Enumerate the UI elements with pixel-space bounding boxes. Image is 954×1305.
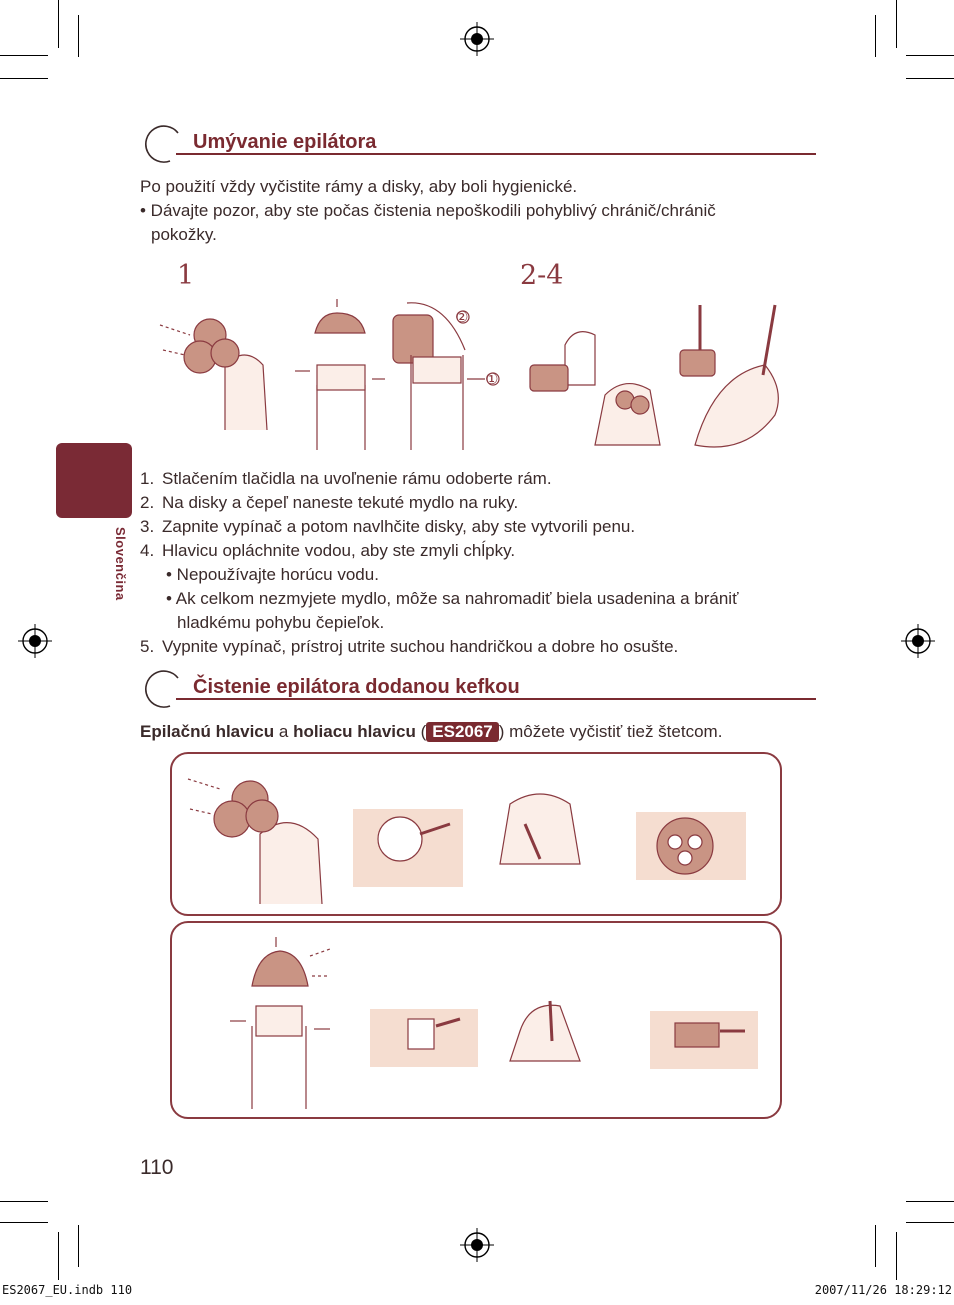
crop-mark — [58, 1232, 59, 1280]
epilator-brush-illustrations — [180, 764, 770, 910]
crop-mark — [906, 1222, 954, 1223]
callout-1: ① — [485, 371, 499, 388]
crop-mark — [58, 0, 59, 48]
step-item: 3. Zapnite vypínač a potom navlhčite disky, aby ste vytvorili penu. — [140, 517, 636, 536]
step-item: 5. Vypnite vypínač, prístroj utrite suchou handričkou a dobre ho osušte. — [140, 637, 679, 656]
step-note-continued: hladkému pohybu čepieľok. — [177, 613, 385, 632]
frame-release-illustration — [295, 299, 385, 450]
registration-mark-icon — [18, 624, 52, 658]
footer-date: 2007/11/26 18:29:12 — [814, 1283, 952, 1297]
crop-mark — [875, 15, 876, 57]
brush-lead-text: Epilačnú hlavicu a holiacu hlavicu ( ES2067 ) môžete vyčistiť tiež štetcom. — [140, 722, 723, 741]
section-rule — [176, 698, 816, 700]
crop-mark — [0, 1201, 48, 1202]
registration-mark-icon — [901, 624, 935, 658]
epilator-head-removed-illustration — [160, 319, 267, 430]
registration-mark-icon — [460, 1228, 494, 1262]
crop-mark — [896, 1232, 897, 1280]
crop-mark — [896, 0, 897, 48]
step-item: 1. Stlačením tlačidla na uvoľnenie rámu odoberte rám. — [140, 469, 552, 488]
step-item: 4. Hlavicu opláchnite vodou, aby ste zmyli chĺpky. — [140, 541, 516, 560]
section-title-text: Čistenie epilátora dodanou kefkou — [193, 676, 520, 698]
crop-mark — [0, 55, 48, 56]
washing-illustrations — [155, 295, 805, 455]
caution-note-continued: pokožky. — [151, 225, 217, 244]
brush-rinse-illustration — [680, 305, 778, 447]
crop-mark — [875, 1225, 876, 1267]
brush-epilator-box — [170, 752, 782, 916]
shaver-head-open-illustration — [393, 303, 499, 450]
crop-mark — [906, 78, 954, 79]
language-tab — [56, 443, 132, 518]
shaver-brush-illustrations — [180, 931, 770, 1111]
section-title-washing — [140, 125, 816, 165]
crop-mark — [906, 1201, 954, 1202]
section-arc-icon — [140, 670, 180, 710]
step-note: • Ak celkom nezmyjete mydlo, môže sa nahromadiť biela usadenina a brániť — [166, 589, 739, 608]
section-title-brush-cleaning — [140, 670, 816, 710]
section-title-text: Umývanie epilátora — [193, 131, 377, 153]
brush-shaver-box — [170, 921, 782, 1119]
crop-mark — [0, 78, 48, 79]
model-badge: ES2067 — [426, 722, 499, 742]
step-label-1: 1 — [177, 260, 195, 291]
soap-and-foam-illustration — [530, 332, 660, 445]
section-rule — [176, 153, 816, 155]
intro-text: Po použití vždy vyčistite rámy a disky, aby boli hygienické. — [140, 177, 578, 196]
registration-mark-icon — [460, 22, 494, 56]
step-item: 2. Na disky a čepeľ naneste tekuté mydlo na ruky. — [140, 493, 519, 512]
page-number: 110 — [140, 1156, 174, 1179]
crop-mark — [0, 1222, 48, 1223]
step-label-2-4: 2-4 — [520, 260, 564, 291]
caution-note: • Dávajte pozor, aby ste počas čistenia nepoškodili pohyblivý chránič/chránič — [140, 201, 716, 220]
section-arc-icon — [140, 125, 180, 165]
footer-file: ES2067_EU.indb 110 — [2, 1283, 133, 1297]
crop-mark — [906, 55, 954, 56]
crop-mark — [78, 1225, 79, 1267]
step-note: • Nepoužívajte horúcu vodu. — [166, 565, 379, 584]
crop-mark — [78, 15, 79, 57]
language-label: Slovenčina — [113, 527, 128, 601]
callout-2: ② — [455, 309, 469, 326]
